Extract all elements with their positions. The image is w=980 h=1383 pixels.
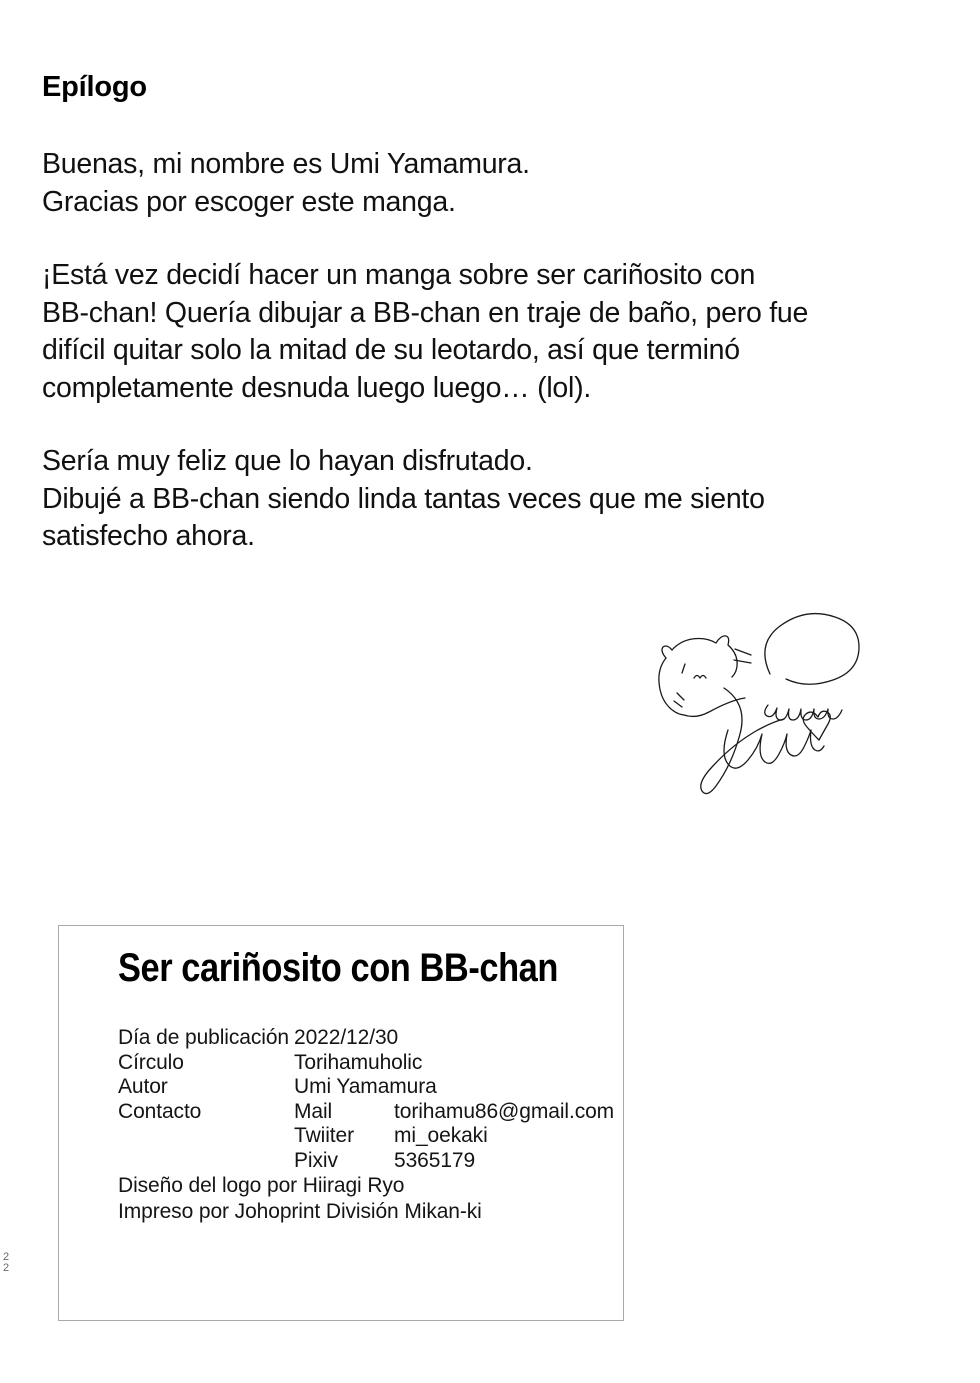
- colophon-credit-row: [118, 1173, 614, 1199]
- hamster-whisker-one-icon: [677, 693, 684, 700]
- afterword-paragraph-1: [42, 146, 922, 221]
- colophon-credit: Impreso por Johoprint División Mikan-ki: [118, 1199, 482, 1223]
- paragraph-line: difícil quitar solo la mitad de su leotardo, así que terminó: [42, 334, 740, 366]
- colophon-title: Ser cariñosito con BB-chan: [118, 946, 558, 990]
- colophon-credit-row: [118, 1199, 614, 1225]
- heart-icon: [803, 711, 830, 740]
- colophon-row: [118, 1075, 614, 1100]
- page-number-digit: 2: [3, 1251, 10, 1263]
- colophon-sublabel: Mail: [294, 1099, 333, 1123]
- paragraph-line: Dibujé a BB-chan siendo linda tantas veces que me siento: [42, 482, 765, 515]
- hamster-chin-icon: [684, 698, 745, 716]
- afterword-paragraph-2: [42, 257, 922, 407]
- afterword-paragraph-3: [42, 443, 922, 556]
- colophon-value: 2022/12/30: [294, 1026, 399, 1049]
- colophon-row: [118, 1051, 614, 1076]
- paragraph-line: ¡Está vez decidí hacer un manga sobre ser cariñosito con: [42, 259, 756, 291]
- page-number: [3, 1252, 9, 1274]
- colophon-label: Autor: [118, 1075, 168, 1098]
- colophon-sublabel: Twiiter: [294, 1124, 354, 1147]
- colophon-value: Torihamuholic: [294, 1050, 423, 1074]
- signature-y-stroke-icon: [701, 688, 784, 794]
- paragraph-line: satisfecho ahora.: [42, 520, 255, 552]
- paragraph-line: Gracias por escoger este manga.: [42, 185, 456, 218]
- colophon-label: Día de publicación: [118, 1026, 289, 1049]
- paragraph-line: BB-chan! Quería dibujar a BB-chan en traje de baño, pero fue: [42, 296, 809, 329]
- paragraph-line: Buenas, mi nombre es Umi Yamamura.: [42, 148, 530, 180]
- hamster-eye-left-icon: [682, 664, 685, 673]
- colophon-details: [118, 1026, 614, 1224]
- hamster-whisker-three-icon: [735, 649, 751, 655]
- colophon-box: [58, 925, 624, 1321]
- colophon-value[interactable]: mi_oekaki: [394, 1124, 488, 1147]
- colophon-row: [118, 1149, 614, 1174]
- signature-loop-icon: [765, 614, 859, 685]
- colophon-value[interactable]: 5365179: [394, 1148, 476, 1172]
- hamster-head-outline-icon: [672, 636, 737, 677]
- colophon-label: Contacto: [118, 1099, 202, 1123]
- paragraph-line: Sería muy feliz que lo hayan disfrutado.: [42, 445, 533, 477]
- colophon-value: Umi Yamamura: [294, 1075, 437, 1098]
- colophon-row: [118, 1100, 614, 1125]
- page-title: Epílogo: [42, 71, 147, 103]
- colophon-row: [118, 1124, 614, 1149]
- author-signature: [618, 608, 868, 803]
- hamster-ear-left-icon: [662, 646, 672, 658]
- colophon-credit: Diseño del logo por Hiiragi Ryo: [118, 1174, 405, 1197]
- colophon-row: [118, 1026, 614, 1051]
- colophon-value[interactable]: torihamu86@gmail.com: [394, 1099, 615, 1123]
- colophon-sublabel: Pixiv: [294, 1148, 338, 1172]
- paragraph-line: completamente desnuda luego luego… (lol).: [42, 371, 592, 404]
- hamster-mouth-icon: [694, 676, 706, 679]
- hamster-whisker-two-icon: [674, 701, 682, 707]
- page-number-digit: 2: [3, 1262, 10, 1274]
- colophon-label: Círculo: [118, 1050, 184, 1074]
